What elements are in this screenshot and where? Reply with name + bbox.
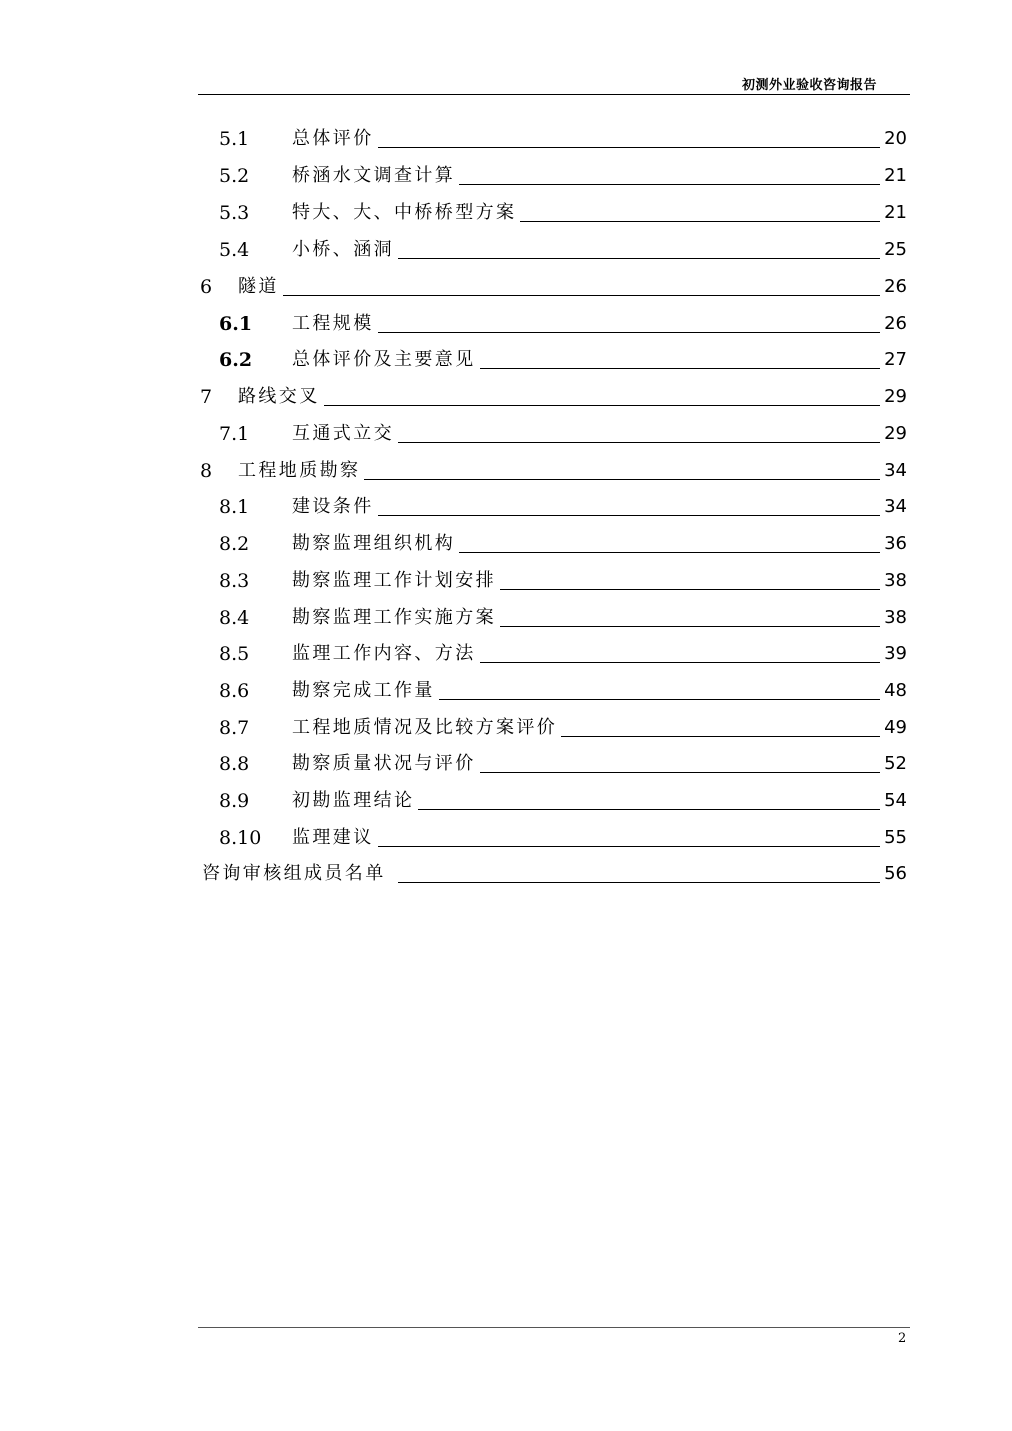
toc-entry-page: 21 [884, 202, 907, 223]
toc-leader-line [378, 147, 880, 148]
toc-entry-title: 工程地质情况及比较方案评价 [292, 717, 558, 738]
toc-entry-8-9[interactable] [219, 786, 907, 812]
toc-entry-title: 路线交叉 [238, 386, 320, 407]
toc-leader-line [500, 589, 880, 590]
toc-leader-line [480, 772, 880, 773]
toc-leader-line [324, 405, 880, 406]
toc-entry-number: 8.7 [219, 717, 250, 739]
toc-entry-8-10[interactable] [219, 823, 907, 849]
toc-leader-line [480, 368, 880, 369]
toc-entry-number: 8.10 [219, 827, 262, 849]
toc-entry-number: 8.5 [219, 643, 250, 665]
toc-entry-number: 7 [200, 386, 213, 408]
toc-entry-6-1[interactable] [219, 309, 907, 335]
toc-entry-number: 8.3 [219, 570, 250, 592]
toc-entry-title: 隧道 [238, 276, 279, 297]
toc-entry-8-7[interactable] [219, 713, 907, 739]
toc-leader-line [459, 552, 880, 553]
toc-leader-line [378, 846, 880, 847]
toc-entry-page: 52 [884, 753, 907, 774]
toc-entry-title: 工程规模 [292, 313, 374, 334]
toc-entry-title: 监理建议 [292, 827, 374, 848]
toc-entry-8-5[interactable] [219, 639, 907, 665]
toc-entry-number: 6.2 [219, 349, 253, 371]
toc-leader-line [418, 809, 880, 810]
toc-entry-page: 55 [884, 827, 907, 848]
toc-entry-5-2[interactable] [219, 161, 907, 187]
toc-entry-title: 初勘监理结论 [292, 790, 415, 811]
toc-entry-title: 监理工作内容、方法 [292, 643, 476, 664]
toc-leader-line [561, 736, 880, 737]
toc-entry-6[interactable] [200, 272, 907, 298]
toc-entry-page: 29 [884, 386, 907, 407]
toc-entry-5-4[interactable] [219, 235, 907, 261]
toc-leader-line [520, 221, 880, 222]
toc-entry-number: 8.2 [219, 533, 250, 555]
toc-entry-page: 21 [884, 165, 907, 186]
toc-leader-line [364, 479, 880, 480]
toc-leader-line [398, 882, 880, 883]
toc-entry-title: 工程地质勘察 [238, 460, 361, 481]
toc-entry-page: 20 [884, 128, 907, 149]
toc-entry-5-1[interactable] [219, 124, 907, 150]
toc-entry-7-1[interactable] [219, 419, 907, 445]
toc-entry-8[interactable] [200, 456, 907, 482]
toc-entry-title: 总体评价及主要意见 [292, 349, 476, 370]
toc-leader-line [398, 258, 880, 259]
toc-entry-8-8[interactable] [219, 749, 907, 775]
toc-entry-title: 勘察完成工作量 [292, 680, 435, 701]
toc-entry-title: 小桥、涵洞 [292, 239, 394, 260]
toc-entry-page: 29 [884, 423, 907, 444]
toc-leader-line [398, 442, 880, 443]
toc-entry-page: 36 [884, 533, 907, 554]
toc-entry-number: 8.1 [219, 496, 250, 518]
toc-entry-number: 7.1 [219, 423, 250, 445]
toc-leader-line [283, 295, 880, 296]
toc-entry-page: 38 [884, 570, 907, 591]
footer-rule [198, 1327, 910, 1328]
toc-entry-number: 8.6 [219, 680, 250, 702]
toc-leader-line [439, 699, 880, 700]
toc-entry-page: 34 [884, 460, 907, 481]
toc-entry-number: 6.1 [219, 313, 253, 335]
toc-entry-8-1[interactable] [219, 492, 907, 518]
toc-entry-number: 8.8 [219, 753, 250, 775]
toc-entry-page: 54 [884, 790, 907, 811]
toc-entry-number: 8.9 [219, 790, 250, 812]
toc-entry-page: 25 [884, 239, 907, 260]
toc-leader-line [500, 626, 880, 627]
toc-entry-number: 5.4 [219, 239, 250, 261]
toc-entry-title: 勘察监理组织机构 [292, 533, 456, 554]
toc-entry-8-4[interactable] [219, 603, 907, 629]
toc-entry-8-6[interactable] [219, 676, 907, 702]
toc-entry-page: 56 [884, 863, 907, 884]
toc-entry-number: 5.3 [219, 202, 250, 224]
toc-entry-number: 6 [200, 276, 213, 298]
toc-entry-page: 38 [884, 607, 907, 628]
toc-entry-6-2[interactable] [219, 345, 907, 371]
running-header-title: 初测外业验收咨询报告 [741, 78, 877, 93]
toc-leader-line [378, 332, 880, 333]
toc-entry-8-3[interactable] [219, 566, 907, 592]
toc-entry-title: 咨询审核组成员名单 [202, 863, 386, 884]
toc-entry-page: 26 [884, 313, 907, 334]
toc-entry-page: 26 [884, 276, 907, 297]
toc-entry-page: 27 [884, 349, 907, 370]
toc-entry-page: 34 [884, 496, 907, 517]
toc-entry-title: 勘察质量状况与评价 [292, 753, 476, 774]
toc-entry-title: 特大、大、中桥桥型方案 [292, 202, 517, 223]
toc-entry-title: 勘察监理工作计划安排 [292, 570, 496, 591]
toc-entry-title: 勘察监理工作实施方案 [292, 607, 496, 628]
toc-entry-number: 8.4 [219, 607, 250, 629]
toc-entry-7[interactable] [200, 382, 907, 408]
toc-entry-page: 39 [884, 643, 907, 664]
toc-entry-page: 49 [884, 717, 907, 738]
toc-leader-line [378, 515, 880, 516]
toc-entry-title: 建设条件 [292, 496, 374, 517]
toc-entry-5-3[interactable] [219, 198, 907, 224]
toc-leader-line [480, 662, 880, 663]
toc-entry-number: 5.1 [219, 128, 250, 150]
toc-entry-page: 48 [884, 680, 907, 701]
toc-entry-title: 桥涵水文调查计算 [292, 165, 456, 186]
toc-entry-8-2[interactable] [219, 529, 907, 555]
toc-entry-title: 互通式立交 [292, 423, 394, 444]
toc-entry-number: 5.2 [219, 165, 250, 187]
toc-entry-title: 总体评价 [292, 128, 374, 149]
toc-entry-review-members[interactable] [202, 859, 907, 885]
toc-entry-number: 8 [200, 460, 213, 482]
toc-leader-line [459, 184, 880, 185]
page-number: 2 [898, 1331, 907, 1346]
